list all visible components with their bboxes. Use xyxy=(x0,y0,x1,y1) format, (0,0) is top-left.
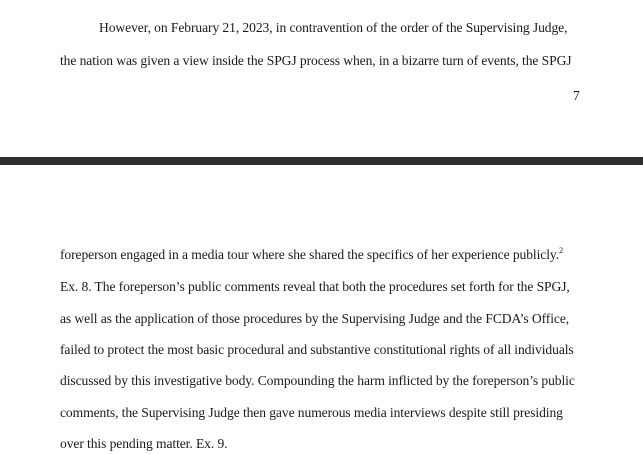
paragraph-line: as well as the application of those procedures by the Supervising Judge and the FCDA’s Office, xyxy=(60,311,570,326)
footnote-reference[interactable]: 2 xyxy=(559,245,564,255)
page-number: 7 xyxy=(573,88,580,103)
paragraph-line: However, on February 21, 2023, in contravention of the order of the Supervising Judge, xyxy=(99,20,568,35)
paragraph-line: comments, the Supervising Judge then gave numerous media interviews despite still presiding xyxy=(60,405,563,420)
paragraph-line: over this pending matter. Ex. 9. xyxy=(60,436,228,451)
paragraph-line: discussed by this investigative body. Compounding the harm inflicted by the foreperson’s public xyxy=(60,373,575,388)
paragraph-line xyxy=(60,247,563,263)
paragraph-line: failed to protect the most basic procedural and substantive constitutional rights of all individuals xyxy=(60,342,574,357)
paragraph-line: Ex. 8. The foreperson’s public comments reveal that both the procedures set forth for the SPGJ, xyxy=(60,279,570,294)
page-break-divider xyxy=(0,157,643,165)
paragraph-line-text: foreperson engaged in a media tour where she shared the specifics of her experience publicly. xyxy=(60,247,559,262)
paragraph-line: the nation was given a view inside the SPGJ process when, in a bizarre turn of events, the SPGJ xyxy=(60,53,572,68)
